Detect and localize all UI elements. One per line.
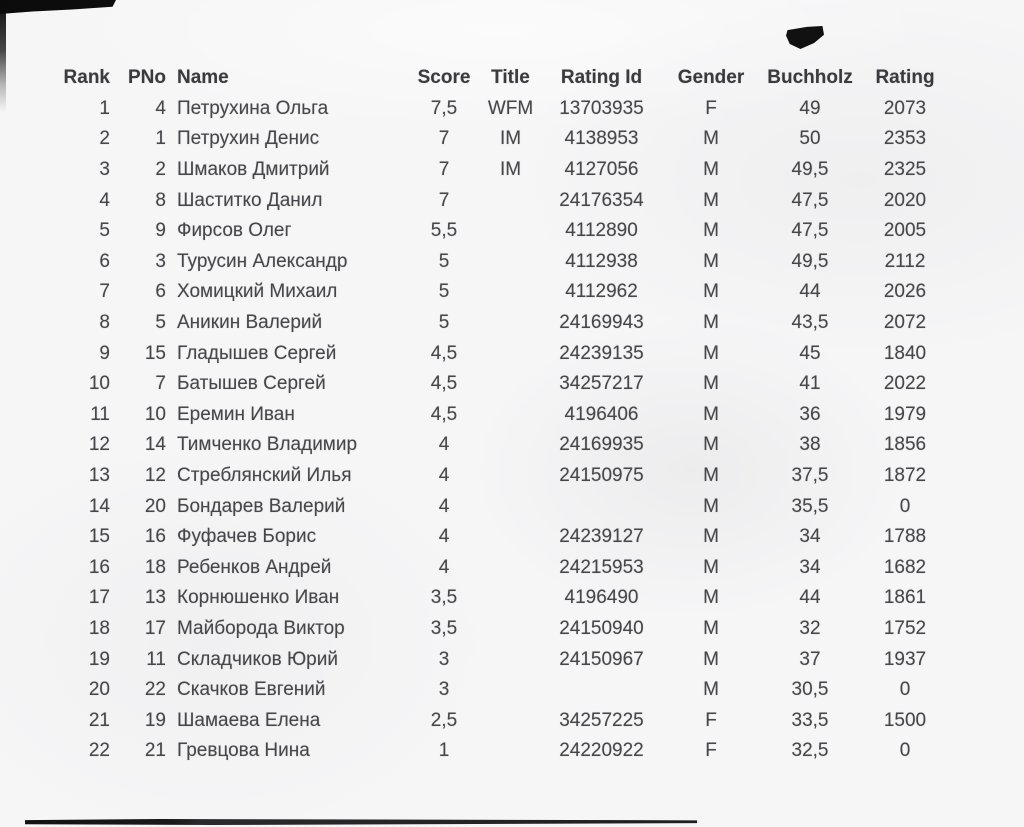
cell-buchholz: 49,5 — [791, 250, 829, 272]
cell-buchholz: 36 — [799, 403, 821, 425]
cell-rating: 1937 — [883, 648, 927, 670]
cell-score: 4,5 — [430, 373, 458, 395]
header-score: Score — [417, 67, 471, 89]
cell-rating-id: 4127056 — [564, 159, 639, 181]
cell-buchholz: 34 — [799, 526, 821, 548]
cell-buchholz: 50 — [799, 128, 821, 150]
cell-name: Турусин Александр — [177, 250, 348, 272]
cell-pno: 12 — [144, 465, 166, 487]
cell-buchholz: 38 — [799, 434, 821, 456]
cell-rank: 5 — [99, 220, 110, 242]
cell-buchholz: 47,5 — [791, 220, 829, 242]
cell-buchholz: 35,5 — [791, 495, 829, 517]
cell-rating: 2005 — [883, 220, 927, 242]
cell-gender: M — [703, 556, 719, 578]
cell-rating: 1500 — [883, 709, 927, 731]
cell-score: 7 — [438, 189, 450, 211]
cell-rating: 2072 — [883, 312, 927, 334]
cell-rating: 0 — [899, 679, 911, 701]
table-row — [0, 369, 952, 400]
cell-rating: 2325 — [883, 159, 927, 181]
cell-rating: 2112 — [884, 250, 926, 272]
cell-rating-id: 24150967 — [559, 648, 644, 670]
cell-score: 4 — [438, 526, 450, 548]
cell-pno: 1 — [155, 128, 166, 150]
table-row — [0, 247, 952, 278]
cell-rank: 4 — [99, 189, 110, 211]
cell-pno: 22 — [144, 679, 166, 701]
table-row — [0, 491, 952, 522]
cell-gender: M — [703, 403, 719, 425]
cell-buchholz: 44 — [799, 281, 821, 303]
cell-rank: 10 — [88, 373, 110, 395]
cell-score: 4,5 — [430, 403, 458, 425]
cell-gender: M — [703, 526, 719, 548]
cell-gender: M — [703, 587, 719, 609]
table-row — [0, 155, 952, 186]
table-row — [0, 185, 952, 216]
cell-rank: 2 — [99, 128, 110, 150]
table-row — [0, 400, 952, 431]
cell-name: Батышев Сергей — [177, 373, 326, 395]
cell-rank: 15 — [88, 526, 110, 548]
cell-gender: F — [705, 740, 717, 762]
results-table — [0, 63, 952, 767]
cell-rating-id: 24150940 — [559, 617, 644, 639]
cell-pno: 4 — [155, 97, 166, 119]
cell-score: 7,5 — [430, 97, 458, 119]
cell-name: Складчиков Юрий — [177, 648, 338, 670]
cell-name: Фирсов Олег — [177, 220, 292, 242]
cell-rank: 1 — [99, 97, 110, 119]
table-row — [0, 522, 952, 553]
table-row — [0, 94, 952, 125]
cell-name: Майборода Виктор — [177, 617, 345, 639]
cell-gender: M — [703, 342, 719, 364]
cell-rating-id: 4112890 — [565, 220, 638, 242]
cell-name: Корнюшенко Иван — [177, 587, 340, 609]
cell-title: WFM — [487, 97, 534, 119]
cell-rating: 2353 — [883, 128, 927, 150]
cell-rating-id: 4196406 — [564, 403, 639, 425]
cell-rating: 0 — [899, 495, 911, 517]
cell-score: 4 — [438, 434, 450, 456]
table-row — [0, 644, 952, 675]
cell-name: Петрухин Денис — [177, 128, 320, 150]
cell-rank: 18 — [88, 617, 110, 639]
table-row — [0, 338, 952, 369]
cell-rating: 1682 — [883, 556, 927, 578]
header-buchholz: Buchholz — [767, 67, 853, 89]
cell-name: Хомицкий Михаил — [177, 281, 338, 303]
cell-gender: M — [703, 189, 719, 211]
cell-rank: 3 — [99, 159, 110, 181]
cell-buchholz: 32,5 — [791, 740, 829, 762]
cell-score: 2,5 — [430, 709, 458, 731]
cell-name: Петрухина Ольга — [177, 97, 329, 119]
cell-rating-id: 24239127 — [559, 526, 644, 548]
table-row — [0, 583, 952, 614]
cell-buchholz: 37 — [799, 648, 821, 670]
cell-rating: 1788 — [883, 526, 927, 548]
cell-pno: 5 — [155, 312, 166, 334]
cell-rating-id: 4196490 — [564, 587, 639, 609]
cell-rating: 0 — [899, 740, 911, 762]
scan-artifact-top-left — [0, 0, 116, 14]
cell-name: Ребенков Андрей — [177, 556, 332, 578]
cell-rank: 12 — [88, 434, 110, 456]
header-name: Name — [177, 67, 229, 89]
cell-rating: 1840 — [883, 342, 927, 364]
cell-name: Шамаева Елена — [177, 709, 321, 731]
cell-score: 3 — [438, 679, 450, 701]
cell-name: Фуфачев Борис — [177, 526, 317, 548]
cell-rank: 20 — [88, 679, 110, 701]
cell-rating: 2022 — [883, 373, 927, 395]
cell-rank: 7 — [99, 281, 110, 303]
cell-buchholz: 34 — [799, 556, 821, 578]
cell-rating-id: 34257217 — [559, 373, 644, 395]
cell-rating: 2073 — [883, 97, 927, 119]
table-row — [0, 277, 952, 308]
cell-buchholz: 41 — [799, 373, 821, 395]
cell-rating-id: 24150975 — [559, 465, 644, 487]
cell-pno: 3 — [155, 250, 166, 272]
cell-title: IM — [499, 159, 522, 181]
cell-score: 7 — [438, 128, 450, 150]
cell-score: 1 — [438, 740, 450, 762]
scan-artifact-bottom-line — [25, 819, 697, 825]
cell-pno: 11 — [146, 648, 166, 670]
cell-rating-id: 24176354 — [559, 189, 644, 211]
cell-score: 4 — [438, 556, 450, 578]
cell-gender: M — [703, 434, 719, 456]
cell-score: 4 — [438, 465, 450, 487]
table-row — [0, 553, 952, 584]
cell-gender: M — [703, 648, 719, 670]
cell-rank: 6 — [99, 250, 110, 272]
cell-pno: 8 — [155, 189, 166, 211]
cell-gender: M — [703, 312, 719, 334]
cell-buchholz: 45 — [799, 342, 821, 364]
cell-gender: M — [703, 373, 719, 395]
cell-rating: 1872 — [883, 465, 927, 487]
table-row — [0, 216, 952, 247]
cell-buchholz: 44 — [799, 587, 821, 609]
cell-buchholz: 43,5 — [791, 312, 829, 334]
cell-pno: 15 — [144, 342, 166, 364]
cell-score: 5 — [438, 250, 450, 272]
header-rating: Rating — [875, 67, 935, 89]
cell-gender: F — [705, 97, 717, 119]
cell-gender: F — [705, 709, 717, 731]
cell-gender: M — [703, 159, 719, 181]
cell-score: 7 — [438, 159, 450, 181]
cell-pno: 2 — [155, 159, 166, 181]
cell-rating: 1861 — [883, 587, 927, 609]
cell-rating-id: 4112938 — [565, 250, 638, 272]
cell-rank: 21 — [88, 709, 110, 731]
scan-artifact-top-blob — [786, 26, 824, 49]
cell-rank: 11 — [90, 403, 110, 425]
cell-buchholz: 37,5 — [791, 465, 829, 487]
header-pno: PNo — [128, 67, 166, 89]
cell-rating-id: 24215953 — [559, 556, 644, 578]
cell-rank: 14 — [88, 495, 110, 517]
cell-rating-id: 13703935 — [559, 97, 644, 119]
cell-score: 5 — [438, 281, 450, 303]
table-row — [0, 461, 952, 492]
cell-buchholz: 30,5 — [791, 679, 829, 701]
cell-rank: 9 — [99, 342, 110, 364]
cell-rating: 2026 — [883, 281, 927, 303]
cell-gender: M — [703, 128, 719, 150]
cell-gender: M — [703, 679, 719, 701]
header-rating-id: Rating Id — [560, 67, 643, 89]
cell-buchholz: 49,5 — [791, 159, 829, 181]
cell-name: Стреблянский Илья — [177, 465, 352, 487]
cell-rating: 1752 — [883, 617, 927, 639]
table-row — [0, 614, 952, 645]
cell-pno: 10 — [144, 403, 166, 425]
cell-pno: 21 — [144, 740, 166, 762]
table-row — [0, 705, 952, 736]
cell-rating: 2020 — [883, 189, 927, 211]
cell-rating-id: 4112962 — [565, 281, 638, 303]
cell-score: 3 — [438, 648, 450, 670]
cell-rating-id: 24239135 — [559, 342, 644, 364]
cell-gender: M — [703, 465, 719, 487]
cell-gender: M — [703, 495, 719, 517]
cell-gender: M — [703, 250, 719, 272]
cell-rating: 1856 — [883, 434, 927, 456]
cell-buchholz: 33,5 — [791, 709, 829, 731]
table-row — [0, 736, 952, 767]
cell-name: Бондарев Валерий — [177, 495, 346, 517]
cell-buchholz: 47,5 — [791, 189, 829, 211]
cell-name: Тимченко Владимир — [177, 434, 358, 456]
cell-pno: 9 — [155, 220, 166, 242]
cell-rank: 22 — [88, 740, 110, 762]
cell-score: 5,5 — [430, 220, 458, 242]
cell-rank: 16 — [88, 556, 110, 578]
cell-pno: 13 — [144, 587, 166, 609]
cell-pno: 7 — [155, 373, 166, 395]
cell-name: Аникин Валерий — [177, 312, 323, 334]
cell-name: Шмаков Дмитрий — [177, 159, 330, 181]
cell-name: Гладышев Сергей — [177, 342, 337, 364]
cell-score: 4 — [438, 495, 450, 517]
cell-rank: 19 — [88, 648, 110, 670]
cell-pno: 18 — [144, 556, 166, 578]
cell-gender: M — [703, 617, 719, 639]
cell-score: 3,5 — [430, 617, 458, 639]
cell-pno: 20 — [144, 495, 166, 517]
cell-score: 4,5 — [430, 342, 458, 364]
table-row — [0, 124, 952, 155]
cell-pno: 19 — [144, 709, 166, 731]
cell-rating-id: 34257225 — [559, 709, 644, 731]
cell-pno: 14 — [144, 434, 166, 456]
cell-rank: 17 — [88, 587, 110, 609]
cell-rating: 1979 — [883, 403, 927, 425]
cell-gender: M — [703, 281, 719, 303]
cell-rating-id: 24220922 — [559, 740, 644, 762]
header-rank: Rank — [63, 67, 110, 89]
cell-rating-id: 24169943 — [559, 312, 644, 334]
cell-title: IM — [499, 128, 522, 150]
cell-pno: 16 — [144, 526, 166, 548]
cell-name: Шаститко Данил — [177, 189, 323, 211]
header-title: Title — [491, 67, 530, 89]
table-row — [0, 308, 952, 339]
cell-name: Гревцова Нина — [177, 740, 310, 762]
cell-rating-id: 24169935 — [559, 434, 644, 456]
cell-buchholz: 49 — [799, 97, 821, 119]
cell-score: 3,5 — [430, 587, 458, 609]
cell-rating-id: 4138953 — [564, 128, 639, 150]
table-row — [0, 430, 952, 461]
header-gender: Gender — [677, 67, 745, 89]
cell-gender: M — [703, 220, 719, 242]
cell-name: Еремин Иван — [177, 403, 295, 425]
cell-rank: 8 — [99, 312, 110, 334]
cell-buchholz: 32 — [799, 617, 821, 639]
cell-name: Скачков Евгений — [177, 679, 326, 701]
cell-score: 5 — [438, 312, 450, 334]
cell-pno: 6 — [155, 281, 166, 303]
cell-rank: 13 — [88, 465, 110, 487]
header-row — [0, 63, 952, 94]
cell-pno: 17 — [144, 617, 166, 639]
table-row — [0, 675, 952, 706]
